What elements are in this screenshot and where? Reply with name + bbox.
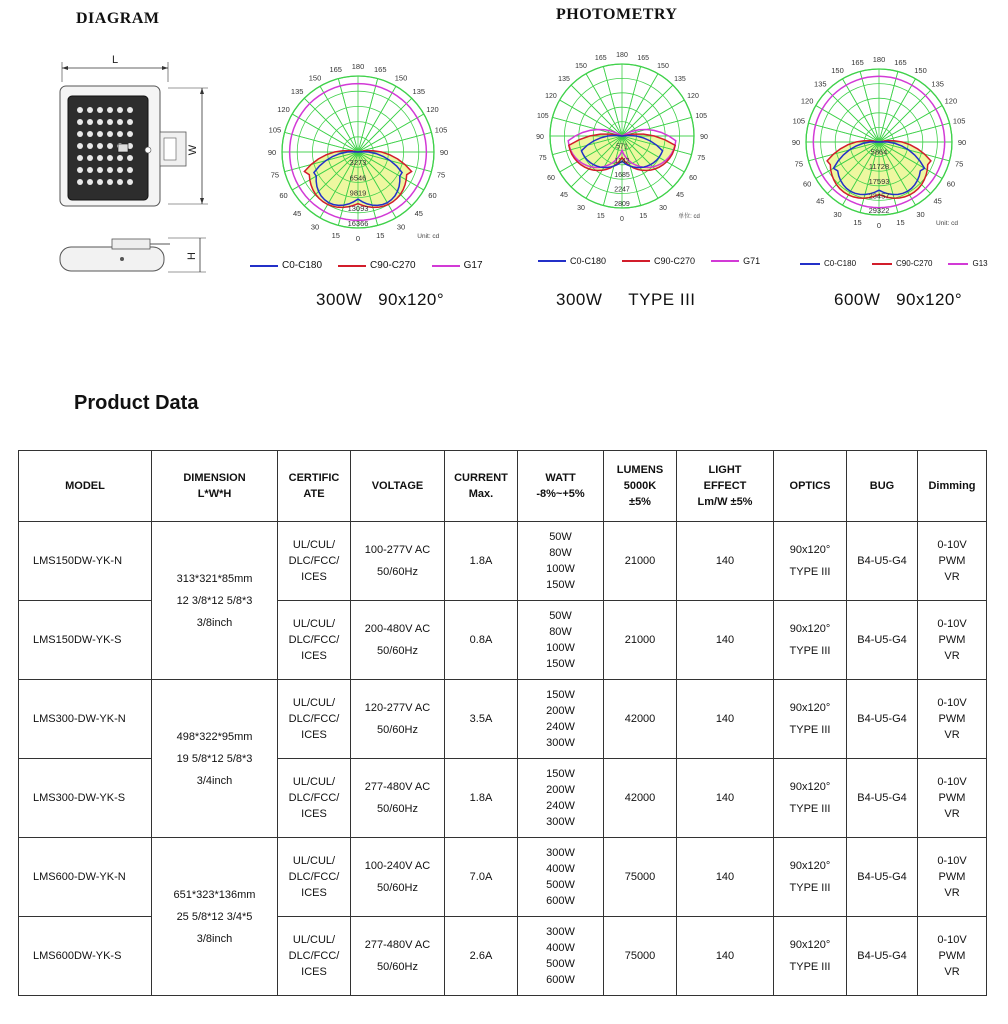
cert-line: DLC/FCC/ — [288, 713, 340, 725]
cell-current: 1.8A — [445, 759, 518, 838]
header-certificate: CERTIFIC ATE — [278, 451, 351, 522]
legend-c90: C90-C270 — [338, 260, 416, 271]
unit-label: 单位: cd — [678, 214, 700, 220]
voltage-line: 50/60Hz — [377, 803, 418, 815]
cell-model: LMS600DW-YK-S — [19, 917, 152, 996]
radial-value-label: 5864 — [870, 147, 888, 157]
table-header-row — [19, 451, 987, 522]
legend-g: G17 — [432, 260, 483, 271]
angle-label: 180 — [872, 56, 886, 64]
table-row — [19, 680, 987, 759]
cell-dimming — [918, 680, 987, 759]
angle-label: 15 — [853, 218, 862, 228]
polar-chart-300w-90x120 — [262, 62, 462, 252]
angle-label: 165 — [894, 57, 907, 67]
cell-optics — [774, 522, 847, 601]
voltage-line: 50/60Hz — [377, 724, 418, 736]
angle-label: 45 — [293, 208, 302, 218]
unit-label: Unit: cd — [417, 233, 440, 240]
cell-watt — [518, 601, 604, 680]
header-dimension: DIMENSION L*W*H — [152, 451, 278, 522]
cell-watt — [518, 759, 604, 838]
angle-label: 45 — [816, 196, 825, 206]
angle-label: 105 — [695, 112, 708, 120]
caption-chart-2: 300W TYPE III — [556, 290, 696, 309]
cell-optics — [774, 759, 847, 838]
angle-label: 0 — [620, 216, 624, 223]
cert-line: ICES — [301, 808, 327, 820]
voltage-line: 100-277V AC — [364, 544, 431, 556]
cell-bug: B4-U5-G4 — [847, 522, 918, 601]
legend-c0: C0-C180 — [250, 260, 322, 271]
watt-line: 150W — [546, 579, 575, 591]
dimming-line: PWM — [938, 634, 966, 646]
cell-bug: B4-U5-G4 — [847, 759, 918, 838]
cert-line: UL/CUL/ — [292, 539, 336, 551]
legend-c90: C90-C270 — [622, 256, 695, 266]
cert-line: ICES — [301, 966, 327, 978]
cell-current: 0.8A — [445, 601, 518, 680]
cell-lumens: 42000 — [604, 759, 677, 838]
angle-label: 15 — [896, 218, 905, 228]
radial-value-label: 2247 — [614, 186, 630, 194]
radial-value-label: 2809 — [614, 201, 630, 208]
cell-certificate — [278, 838, 351, 917]
cell-watt — [518, 917, 604, 996]
voltage-line: 50/60Hz — [377, 961, 418, 973]
cell-certificate — [278, 522, 351, 601]
cell-certificate — [278, 680, 351, 759]
radial-value-label: 11728 — [868, 162, 890, 172]
dimming-line: VR — [944, 729, 960, 741]
cell-model: LMS150DW-YK-S — [19, 601, 152, 680]
angle-label: 165 — [851, 57, 864, 67]
watt-line: 150W — [546, 658, 575, 670]
optics-line: TYPE III — [789, 724, 831, 736]
angle-label: 120 — [426, 105, 439, 114]
cell-bug: B4-U5-G4 — [847, 680, 918, 759]
angle-label: 60 — [428, 191, 437, 200]
cert-line: UL/CUL/ — [292, 855, 336, 867]
angle-label: 30 — [396, 222, 406, 232]
angle-label: 135 — [412, 87, 426, 97]
cell-dimension — [152, 522, 278, 680]
dimming-line: PWM — [938, 792, 966, 804]
angle-label: 45 — [560, 191, 568, 199]
watt-line: 80W — [549, 626, 572, 638]
angle-label: 105 — [792, 116, 806, 126]
cell-voltage — [351, 522, 445, 601]
dimming-line: 0-10V — [937, 934, 967, 946]
watt-line: 500W — [546, 879, 575, 891]
voltage-line: 120-277V AC — [364, 702, 431, 714]
voltage-line: 277-480V AC — [364, 781, 431, 793]
angle-label: 0 — [355, 234, 361, 243]
cell-optics — [774, 838, 847, 917]
watt-line: 50W — [549, 531, 572, 543]
cert-line: UL/CUL/ — [292, 776, 336, 788]
cell-voltage — [351, 838, 445, 917]
optics-line: TYPE III — [789, 961, 831, 973]
cell-lumens: 75000 — [604, 838, 677, 917]
cell-current: 2.6A — [445, 917, 518, 996]
dim-w-label: W — [187, 144, 199, 156]
angle-label: 30 — [310, 222, 320, 232]
angle-label: 120 — [944, 96, 958, 106]
cell-lumens: 21000 — [604, 601, 677, 680]
radial-value-label: 3273 — [349, 158, 367, 168]
dimming-line: VR — [944, 650, 960, 662]
optics-line: TYPE III — [789, 645, 831, 657]
optics-line: TYPE III — [789, 566, 831, 578]
cert-line: UL/CUL/ — [292, 618, 336, 630]
cell-bug: B4-U5-G4 — [847, 601, 918, 680]
optics-line: TYPE III — [789, 882, 831, 894]
dimming-line: PWM — [938, 871, 966, 883]
optics-line: TYPE III — [789, 803, 831, 815]
radial-value-label: 17593 — [868, 176, 890, 186]
dimming-line: 0-10V — [937, 697, 967, 709]
radial-value-label: 13093 — [347, 203, 369, 213]
cell-voltage — [351, 601, 445, 680]
cell-watt — [518, 522, 604, 601]
angle-label: 135 — [814, 79, 827, 89]
angle-label: 60 — [279, 191, 288, 200]
dimension-line: 12 3/8*12 5/8*3 — [176, 594, 253, 607]
watt-line: 100W — [546, 563, 575, 575]
watt-line: 300W — [546, 737, 575, 749]
angle-label: 135 — [290, 87, 304, 97]
cell-model: LMS300-DW-YK-N — [19, 680, 152, 759]
dimension-line: 3/8inch — [196, 932, 233, 945]
cell-current: 7.0A — [445, 838, 518, 917]
watt-line: 150W — [546, 689, 575, 701]
cell-model: LMS300-DW-YK-S — [19, 759, 152, 838]
cert-line: UL/CUL/ — [292, 697, 336, 709]
watt-line: 200W — [546, 784, 575, 796]
radial-value-label: 1142 — [614, 157, 630, 165]
angle-label: 15 — [639, 213, 648, 221]
angle-label: 75 — [436, 170, 446, 180]
angle-label: 150 — [394, 73, 408, 83]
cell-optics — [774, 601, 847, 680]
angle-label: 30 — [833, 209, 842, 219]
cert-line: DLC/FCC/ — [288, 555, 340, 567]
optics-line: 90x120° — [789, 544, 831, 556]
cell-model: LMS600-DW-YK-N — [19, 838, 152, 917]
angle-label: 135 — [558, 76, 570, 84]
cert-line: ICES — [301, 729, 327, 741]
angle-label: 30 — [916, 209, 925, 219]
cell-watt — [518, 680, 604, 759]
cert-line: DLC/FCC/ — [288, 792, 340, 804]
angle-label: 165 — [374, 64, 387, 74]
voltage-line: 50/60Hz — [377, 882, 418, 894]
angle-label: 150 — [308, 73, 322, 83]
angle-label: 165 — [637, 54, 650, 62]
angle-label: 105 — [268, 125, 282, 135]
angle-label: 75 — [794, 159, 804, 169]
angle-label: 90 — [439, 148, 449, 157]
watt-line: 600W — [546, 974, 575, 986]
angle-label: 135 — [674, 76, 686, 84]
watt-line: 200W — [546, 705, 575, 717]
radial-value-label: 23457 — [868, 191, 890, 201]
angle-label: 120 — [277, 105, 290, 114]
voltage-line: 50/60Hz — [377, 645, 418, 657]
legend-g: G71 — [711, 256, 760, 266]
optics-line: 90x120° — [789, 781, 831, 793]
watt-line: 240W — [546, 800, 575, 812]
cert-line: ICES — [301, 887, 327, 899]
header-dimming: Dimming — [918, 451, 987, 522]
voltage-line: 277-480V AC — [364, 939, 431, 951]
dimming-line: VR — [944, 571, 960, 583]
dimming-line: 0-10V — [937, 618, 967, 630]
dimension-line: 651*323*136mm — [173, 888, 256, 901]
cell-dimming — [918, 838, 987, 917]
dimming-line: PWM — [938, 555, 966, 567]
cell-bug: B4-U5-G4 — [847, 838, 918, 917]
legend-c0: C0-C180 — [800, 259, 856, 268]
angle-label: 90 — [700, 134, 708, 141]
polar-chart-600w-90x120 — [785, 56, 980, 241]
cell-light-effect: 140 — [677, 759, 774, 838]
watt-line: 240W — [546, 721, 575, 733]
angle-label: 120 — [800, 96, 814, 106]
header-bug: BUG — [847, 451, 918, 522]
angle-label: 75 — [270, 170, 280, 180]
dim-h-label: H — [186, 252, 198, 260]
angle-label: 45 — [414, 208, 423, 218]
optics-line: 90x120° — [789, 860, 831, 872]
angle-label: 75 — [697, 155, 706, 163]
cell-light-effect: 140 — [677, 838, 774, 917]
angle-label: 180 — [616, 52, 628, 59]
cell-lumens: 42000 — [604, 680, 677, 759]
dimension-line: 313*321*85mm — [176, 572, 253, 585]
radial-value-label: 9819 — [349, 188, 367, 198]
cert-line: DLC/FCC/ — [288, 871, 340, 883]
product-data-table — [18, 450, 987, 996]
product-data-title: Product Data — [74, 392, 199, 414]
caption-chart-3: 600W 90x120° — [834, 290, 963, 309]
angle-label: 30 — [577, 205, 585, 213]
angle-label: 150 — [914, 66, 927, 76]
angle-label: 15 — [376, 231, 385, 241]
diagram-title: DIAGRAM — [76, 10, 160, 27]
angle-label: 120 — [545, 93, 557, 100]
header-model: MODEL — [19, 451, 152, 522]
cell-lumens: 21000 — [604, 522, 677, 601]
dimming-line: 0-10V — [937, 539, 967, 551]
cell-certificate — [278, 759, 351, 838]
dimming-line: 0-10V — [937, 855, 967, 867]
cert-line: DLC/FCC/ — [288, 634, 340, 646]
watt-line: 400W — [546, 942, 575, 954]
cell-current: 1.8A — [445, 522, 518, 601]
angle-label: 105 — [536, 112, 549, 120]
radial-value-label: 1685 — [614, 172, 630, 180]
cell-bug: B4-U5-G4 — [847, 917, 918, 996]
cell-light-effect: 140 — [677, 522, 774, 601]
cell-light-effect: 140 — [677, 601, 774, 680]
caption-chart-1: 300W 90x120° — [316, 290, 445, 309]
dimension-line: 3/4inch — [196, 774, 233, 787]
angle-label: 120 — [687, 93, 699, 100]
header-voltage: VOLTAGE — [351, 451, 445, 522]
watt-line: 80W — [549, 547, 572, 559]
cell-light-effect: 140 — [677, 917, 774, 996]
cell-dimming — [918, 759, 987, 838]
cell-certificate — [278, 917, 351, 996]
angle-label: 90 — [791, 138, 801, 147]
cell-voltage — [351, 759, 445, 838]
angle-label: 135 — [931, 79, 944, 89]
radial-value-label: 571 — [616, 143, 628, 151]
angle-label: 60 — [689, 175, 697, 182]
cell-lumens: 75000 — [604, 917, 677, 996]
angle-label: 150 — [831, 66, 844, 76]
legend-chart-3 — [800, 259, 998, 268]
dimming-line: 0-10V — [937, 776, 967, 788]
dimension-line: 19 5/8*12 5/8*3 — [176, 752, 253, 765]
voltage-line: 50/60Hz — [377, 566, 418, 578]
angle-label: 180 — [351, 62, 365, 71]
angle-label: 105 — [434, 125, 448, 135]
watt-line: 500W — [546, 958, 575, 970]
angle-label: 45 — [676, 191, 684, 199]
cell-light-effect: 140 — [677, 680, 774, 759]
radial-value-label: 6546 — [349, 173, 367, 183]
table-row — [19, 838, 987, 917]
voltage-line: 100-240V AC — [364, 860, 431, 872]
cell-dimming — [918, 601, 987, 680]
angle-label: 90 — [957, 138, 967, 147]
legend-g: G13 — [948, 259, 987, 268]
angle-label: 15 — [596, 213, 605, 221]
angle-label: 90 — [267, 148, 277, 157]
header-lumens: LUMENS 5000K ±5% — [604, 451, 677, 522]
cell-voltage — [351, 917, 445, 996]
watt-line: 600W — [546, 895, 575, 907]
watt-line: 400W — [546, 863, 575, 875]
angle-label: 90 — [536, 134, 544, 141]
header-light-effect: LIGHT EFFECT Lm/W ±5% — [677, 451, 774, 522]
cert-line: ICES — [301, 650, 327, 662]
photometry-title: PHOTOMETRY — [556, 6, 678, 23]
angle-label: 105 — [952, 116, 966, 126]
angle-label: 75 — [538, 155, 547, 163]
cell-model: LMS150DW-YK-N — [19, 522, 152, 601]
dimming-line: VR — [944, 887, 960, 899]
legend-c0: C0-C180 — [538, 256, 606, 266]
radial-value-label: 29322 — [868, 206, 890, 215]
watt-line: 300W — [546, 847, 575, 859]
header-optics: OPTICS — [774, 451, 847, 522]
dimension-line: 25 5/8*12 3/4*5 — [176, 910, 253, 923]
angle-label: 60 — [547, 175, 555, 182]
optics-line: 90x120° — [789, 702, 831, 714]
dim-l-label: L — [111, 54, 119, 66]
fixture-diagram — [50, 52, 220, 292]
angle-label: 60 — [946, 179, 956, 189]
voltage-line: 200-480V AC — [364, 623, 431, 635]
angle-label: 0 — [876, 221, 882, 230]
watt-line: 150W — [546, 768, 575, 780]
dimming-line: VR — [944, 966, 960, 978]
legend-chart-1 — [250, 260, 493, 271]
cell-dimension — [152, 680, 278, 838]
dimming-line: PWM — [938, 713, 966, 725]
header-watt: WATT -8%~+5% — [518, 451, 604, 522]
angle-label: 30 — [659, 205, 667, 213]
angle-label: 165 — [329, 64, 342, 74]
angle-label: 60 — [802, 179, 812, 189]
optics-line: 90x120° — [789, 939, 831, 951]
cell-dimension — [152, 838, 278, 996]
cell-voltage — [351, 680, 445, 759]
watt-line: 100W — [546, 642, 575, 654]
watt-line: 50W — [549, 610, 572, 622]
cell-dimming — [918, 917, 987, 996]
legend-c90: C90-C270 — [872, 259, 932, 268]
optics-line: 90x120° — [789, 623, 831, 635]
cert-line: DLC/FCC/ — [288, 950, 340, 962]
cell-current: 3.5A — [445, 680, 518, 759]
dimming-line: VR — [944, 808, 960, 820]
dimming-line: PWM — [938, 950, 966, 962]
angle-label: 15 — [331, 231, 340, 241]
angle-label: 75 — [955, 159, 964, 169]
radial-value-label: 16366 — [347, 219, 369, 228]
unit-label: Unit: cd — [935, 220, 958, 227]
watt-line: 300W — [546, 926, 575, 938]
cell-optics — [774, 680, 847, 759]
angle-label: 165 — [594, 54, 607, 62]
angle-label: 150 — [657, 62, 669, 70]
cell-certificate — [278, 601, 351, 680]
polar-chart-300w-type3 — [530, 52, 720, 232]
dimension-line: 3/8inch — [196, 616, 233, 629]
dimension-line: 498*322*95mm — [176, 730, 253, 743]
cell-watt — [518, 838, 604, 917]
header-current: CURRENT Max. — [445, 451, 518, 522]
cert-line: ICES — [301, 571, 327, 583]
cell-optics — [774, 917, 847, 996]
watt-line: 300W — [546, 816, 575, 828]
angle-label: 45 — [933, 196, 942, 206]
cert-line: UL/CUL/ — [292, 934, 336, 946]
angle-label: 150 — [575, 62, 587, 70]
cell-dimming — [918, 522, 987, 601]
legend-chart-2 — [538, 256, 770, 266]
table-row — [19, 522, 987, 601]
